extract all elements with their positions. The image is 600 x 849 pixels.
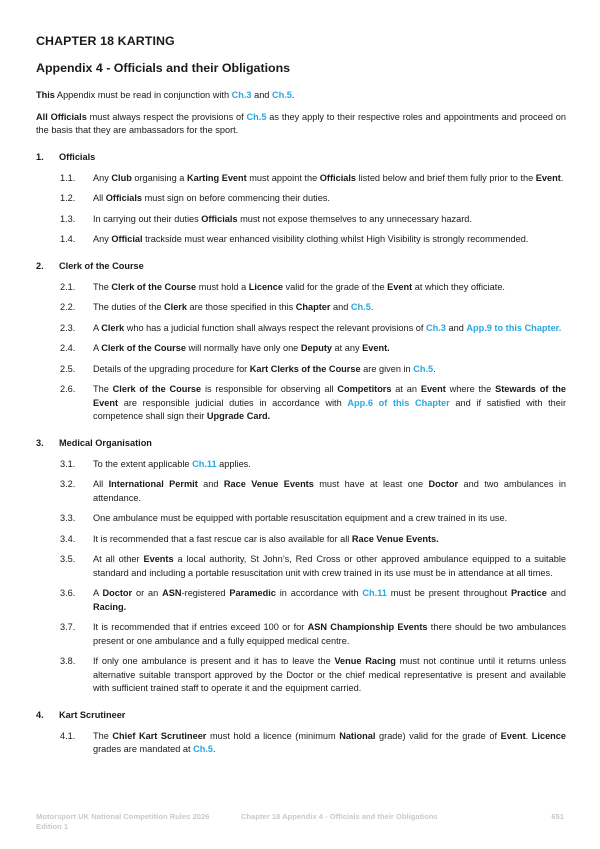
clause-3-6: 3.6. A Doctor or an ASN-registered Paramedic in accordance with Ch.11 must be present throughout Practice and Racing. <box>60 588 567 612</box>
clause-2-1: 2.1. The Clerk of the Course must hold a Licence valid for the grade of the Event at which they officiate. <box>60 281 505 292</box>
clause-2-5: 2.5. Details of the upgrading procedure for Kart Clerks of the Course are given in Ch.5. <box>60 363 436 374</box>
link-ch5[interactable]: Ch.5 <box>271 90 292 100</box>
clause-2-4: 2.4. A Clerk of the Course will normally have only one Deputy at any Event. <box>60 343 390 353</box>
footer-page-number: 651 <box>551 812 564 821</box>
section-heading-kart-scrutineer: 4. Kart Scrutineer <box>36 709 126 720</box>
link-ch11[interactable]: Ch.11 <box>192 458 217 469</box>
intro-paragraph-1: This Appendix must be read in conjunction with Ch.3 and Ch.5. <box>36 90 295 100</box>
appendix-title: Appendix 4 - Officials and their Obligations <box>36 61 291 75</box>
clause-3-2: 3.2. All International Permit and Race Venue Events must have at least one Doctor and two ambulances in attendance. <box>60 479 567 503</box>
clause-3-8: 3.8. If only one ambulance is present and it has to leave the Venue Racing must not continue until it returns unless alternative suitable transport approved by the Doctor or the chief medical representative is present and available with sufficient trained staff to operate it and the equipment carried. <box>60 656 567 693</box>
link-ch5[interactable]: Ch.5 <box>193 744 214 754</box>
section-heading-clerk-of-the-course: 2. Clerk of the Course <box>36 260 144 271</box>
link-ch3[interactable]: Ch.3 <box>231 90 252 100</box>
section-heading-officials: 1. Officials <box>36 151 96 162</box>
clause-2-6: 2.6. The Clerk of the Course is responsible for observing all Competitors at an Event where the Stewards of the Event are responsible judicial duties in accordance with App.6 of this Chapter and if satisfied with their competence shall sign their Upgrade Card. <box>60 384 566 421</box>
clause-3-1: 3.1. To the extent applicable Ch.11 applies. <box>60 458 251 469</box>
link-app9[interactable]: App.9 to this Chapter <box>466 322 559 333</box>
section-heading-medical-organisation: 3. Medical Organisation <box>36 437 152 448</box>
footer-edition: Edition 1 <box>36 822 69 831</box>
link-ch3[interactable]: Ch.3 <box>426 322 446 333</box>
footer-chapter: Chapter 18 Appendix 4 - Officials and their Obligations <box>241 812 438 821</box>
clause-1-2: 1.2. All Officials must sign on before commencing their duties. <box>60 193 330 203</box>
link-ch5[interactable]: Ch.5 <box>413 363 434 374</box>
document-page <box>36 34 566 764</box>
clause-3-5: 3.5. At all other Events a local authority, St John’s, Red Cross or other approved ambulance equipped to a suitable standard and including a portable resuscitation unit with crew trained in its use must be in attendance at all times. <box>60 554 566 578</box>
clause-3-3: 3.3. One ambulance must be equipped with portable resuscitation equipment and a crew trained in its use. <box>60 513 508 523</box>
clause-1-4: 1.4. Any Official trackside must wear enhanced visibility clothing whilst High Visibility is strongly recommended. <box>60 234 529 244</box>
link-ch5[interactable]: Ch.5 <box>246 111 267 122</box>
chapter-title: CHAPTER 18 KARTING <box>36 34 175 48</box>
clause-2-2: 2.2. The duties of the Clerk are those specified in this Chapter and Ch.5. <box>60 302 374 312</box>
footer-publication: Motorsport UK National Competition Rules 2026 <box>36 812 210 821</box>
clause-1-3: 1.3. In carrying out their duties Officials must not expose themselves to any unnecessary hazard. <box>60 213 472 224</box>
clause-2-3: 2.3. A Clerk who has a judicial function shall always respect the relevant provisions of Ch.3 and App.9 to this Chapter. <box>60 322 562 333</box>
clause-1-1: 1.1. Any Club organising a Karting Event must appoint the Officials listed below and brief them fully prior to the Event. <box>60 172 564 183</box>
clause-3-7: 3.7. It is recommended that if entries exceed 100 or for ASN Championship Events there should be two ambulances present or one ambulance and a fully equipped medical centre. <box>60 622 566 646</box>
link-app6[interactable]: App.6 of this Chapter <box>347 397 450 408</box>
link-ch11[interactable]: Ch.11 <box>362 588 387 598</box>
intro-paragraph-2: All Officials must always respect the provisions of Ch.5 as they apply to their respective roles and appointments and proceed on the basis that they are ambassadors for the sport. <box>36 111 566 135</box>
link-ch5[interactable]: Ch.5 <box>350 302 371 312</box>
clause-3-4: 3.4. It is recommended that a fast rescue car is also available for all Race Venue Events. <box>60 533 439 544</box>
clause-4-1: 4.1. The Chief Kart Scrutineer must hold a licence (minimum National grade) valid for the grade of Event. Licence grades are mandated at Ch.5. <box>60 730 567 754</box>
